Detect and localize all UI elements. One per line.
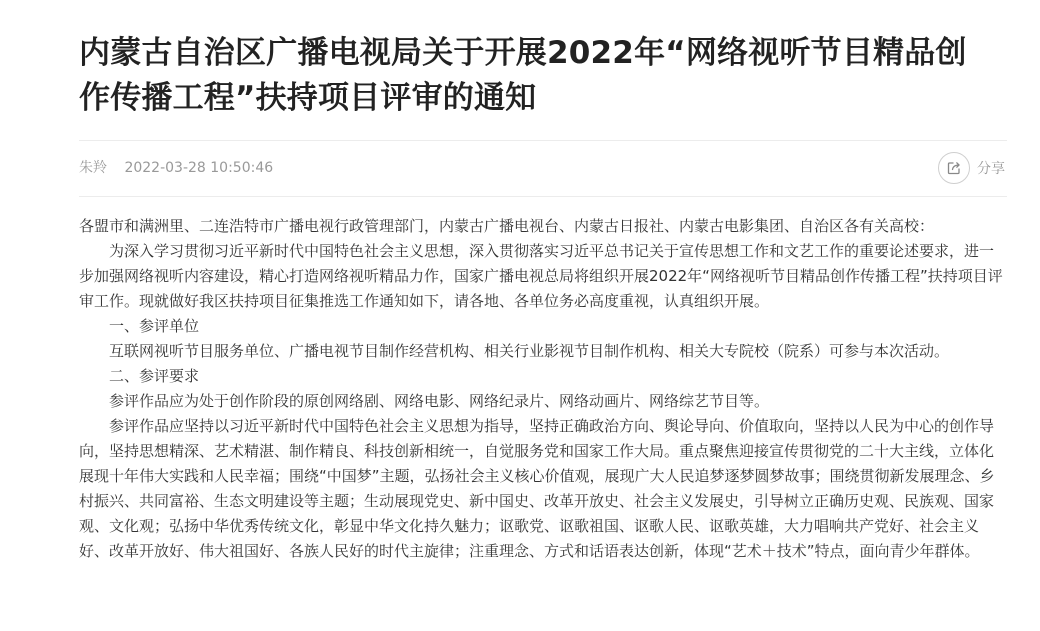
article <box>79 0 1007 560</box>
article-meta <box>79 158 273 178</box>
section-1-paragraph: 互联网视听节目服务单位、广播电视节目制作经营机构、相关行业影视节目制作机构、相关大专院校（院系）可参与本次活动。 <box>109 342 950 360</box>
section-1-heading: 一、参评单位 <box>109 317 200 335</box>
page-title <box>79 0 1007 121</box>
section-2-heading: 二、参评要求 <box>109 367 200 385</box>
intro-paragraph: 为深入学习贯彻习近平新时代中国特色社会主义思想，深入贯彻落实习近平总书记关于宣传思想工作和文艺工作的重要论述要求，进一步加强网络视听内容建设，精心打造网络视听精品力作，国家广播电视总局将组织开展2022年“网络视听节目精品创作传播工程”扶持项目评审工作。现就做好我区扶持项目征集推选工作通知如下，请各地、各单位务必高度重视，认真组织开展。 <box>79 242 1003 310</box>
meta-divider-bottom <box>79 196 1007 197</box>
section-2-paragraph-1: 参评作品应为处于创作阶段的原创网络剧、网络电影、网络纪录片、网络动画片、网络综艺节目等。 <box>109 392 770 410</box>
addressee-paragraph: 各盟市和满洲里、二连浩特市广播电视行政管理部门，内蒙古广播电视台、内蒙古日报社、内蒙古电影集团、自治区各有关高校： <box>79 217 935 235</box>
share-icon[interactable] <box>938 152 970 184</box>
title-line-2: 作传播工程”扶持项目评审的通知 <box>79 80 537 116</box>
publish-datetime: 2022-03-28 10:50:46 <box>124 160 274 176</box>
article-body <box>79 214 1007 564</box>
author-name: 朱羚 <box>79 160 107 176</box>
title-line-1: 内蒙古自治区广播电视局关于开展2022年“网络视听节目精品创 <box>79 35 967 71</box>
section-2-paragraph-2: 参评作品应坚持以习近平新时代中国特色社会主义思想为指导，坚持正确政治方向、舆论导向、价值取向，坚持以人民为中心的创作导向，坚持思想精深、艺术精湛、制作精良、科技创新相统一，自觉服务党和国家工作大局。重点聚焦迎接宣传贯彻党的二十大主线，立体化展现十年伟大实践和人民幸福；围绕“中国梦”主题，弘扬社会主义核心价值观，展现广大人民追梦逐梦圆梦故事；围绕贯彻新发展理念、乡村振兴、共同富裕、生态文明建设等主题；生动展现党史、新中国史、改革开放史、社会主义发展史，引导树立正确历史观、民族观、国家观、文化观；弘扬中华优秀传统文化，彰显中华文化持久魅力；讴歌党、讴歌祖国、讴歌人民、讴歌英雄，大力唱响共产党好、社会主义好、改革开放好、伟大祖国好、各族人民好的时代主旋律；注重理念、方式和话语表达创新，体现“艺术＋技术”特点，面向青少年群体。 <box>79 417 995 560</box>
meta-divider-top <box>79 140 1007 141</box>
share-button[interactable] <box>938 151 1005 185</box>
share-label[interactable]: 分享 <box>977 161 1005 177</box>
